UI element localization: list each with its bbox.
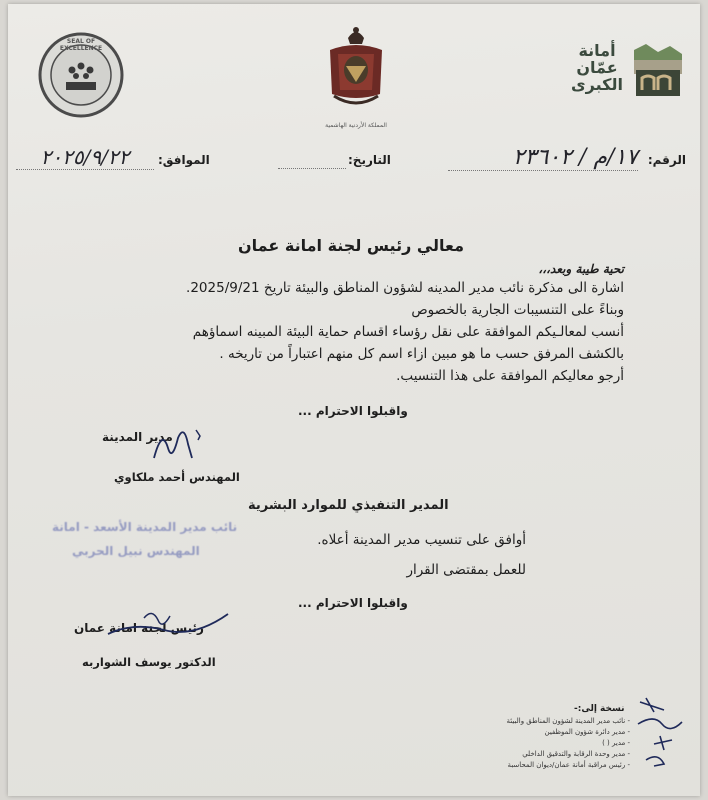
closing-1: واقبلوا الاحترام ... xyxy=(298,404,408,418)
corresponding-label: الموافق: xyxy=(158,153,210,167)
city-manager-title: مدير المدينة xyxy=(102,430,173,444)
body-line-2: وبناءً على التنسيبات الجارية بالخصوص xyxy=(411,302,624,318)
copies-item: - مدير ( ) xyxy=(602,739,630,747)
copies-list xyxy=(490,717,630,772)
logo-line-1: أمانة xyxy=(578,41,616,60)
chair-title: رئيس لجنة امانة عمان xyxy=(74,621,204,635)
number-label: الرقم: xyxy=(647,153,686,167)
copies-item: - مدير وحدة الرقابة والتدقيق الداخلي xyxy=(522,750,630,758)
copies-item: - مدير دائرة شؤون الموظفين xyxy=(544,728,630,736)
date-value xyxy=(278,166,346,169)
logo-line-2: عمّان xyxy=(576,58,618,77)
approve-line-2: للعمل بمقتضى القرار xyxy=(406,562,526,578)
document-page xyxy=(8,4,700,796)
copies-annotation-icon xyxy=(634,694,694,774)
gam-logo xyxy=(566,40,686,104)
date-label: التاريخ: xyxy=(348,153,391,167)
number-value: ١٧/م / ٢٣٦٠٢ xyxy=(448,145,638,171)
copies-item: - نائب مدير المدينة لشؤون المناطق والبيئة xyxy=(506,717,630,725)
copies-label: نسخة إلى:- xyxy=(574,704,625,714)
hr-title: المدير التنفيذي للموارد البشرية xyxy=(248,498,449,513)
body-line-5: أرجو معاليكم الموافقة على هذا التنسيب. xyxy=(396,368,624,384)
seal-outer-text: SEAL OF EXCELLENCE xyxy=(59,38,103,52)
logo-line-3: الكبرى xyxy=(571,75,623,94)
body-line-1: اشارة الى مذكرة نائب مدير المدينه لشؤون المناطق والبيئة تاريخ 2025/9/21. xyxy=(186,280,624,296)
addressee: معالي رئيس لجنة امانة عمان xyxy=(238,236,464,255)
chair-name: الدكتور يوسف الشواربه xyxy=(82,655,216,669)
greeting: تحية طيبة وبعد،،، xyxy=(538,262,624,276)
city-manager-name: المهندس أحمد ملكاوي xyxy=(114,470,240,484)
body-line-3: أنسب لمعالـيكم الموافقة على نقل رؤساء اقسام حماية البيئة المبينه اسماؤهم xyxy=(192,324,624,340)
jordan-emblem xyxy=(320,24,392,134)
deputy-stamp-line-2: المهندس نبيل الحربي xyxy=(72,544,200,558)
crown-emblem-icon xyxy=(320,24,392,114)
body-line-4: بالكشف المرفق حسب ما هو مبين ازاء اسم كل منهم اعتباراً من تاريخه . xyxy=(219,346,624,362)
city-manager-signature-icon xyxy=(148,418,208,468)
deputy-stamp-line-1: نائب مدير المدينة الأسعد - امانة xyxy=(52,520,238,534)
emblem-caption: المملكة الأردنية الهاشمية xyxy=(325,122,387,129)
gam-logo-mark-icon xyxy=(628,40,686,102)
excellence-seal xyxy=(38,32,124,118)
corresponding-value: ٢٠٢٥/٩/٢٢ xyxy=(16,145,154,170)
chair-signature-icon xyxy=(104,604,234,644)
closing-2: واقبلوا الاحترام ... xyxy=(298,596,408,610)
copies-item: - رئيس مراقبة أمانة عمان/ديوان المحاسبة xyxy=(507,761,630,769)
approve-line-1: أوافق على تنسيب مدير المدينة أعلاه. xyxy=(317,532,526,548)
